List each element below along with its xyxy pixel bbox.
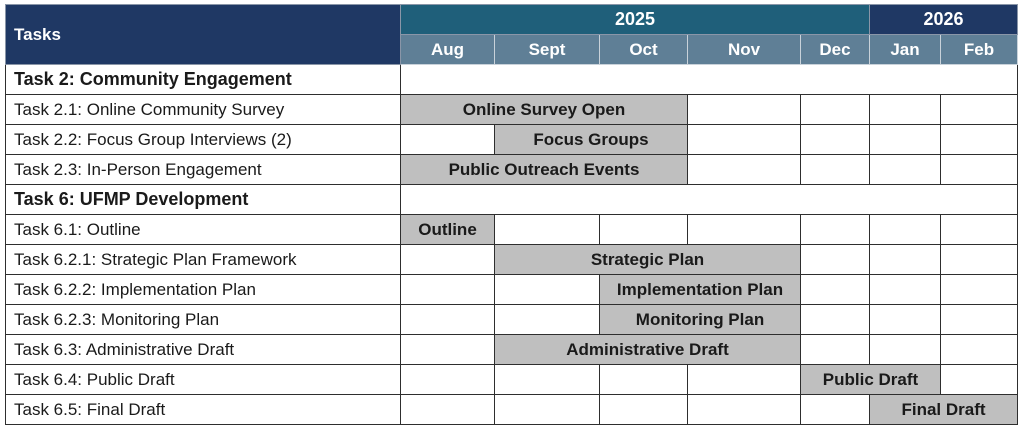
empty-cell [941, 365, 1018, 395]
empty-cell [941, 245, 1018, 275]
gantt-bar: Strategic Plan [495, 245, 801, 275]
empty-cell [941, 305, 1018, 335]
gantt-bar: Final Draft [870, 395, 1018, 425]
empty-cell [941, 215, 1018, 245]
task-label: Task 6.5: Final Draft [6, 395, 401, 425]
task-row [6, 335, 1018, 365]
empty-cell [870, 275, 941, 305]
empty-cell [941, 95, 1018, 125]
empty-cell [600, 365, 688, 395]
header-row-years [6, 5, 1018, 35]
task-label: Task 6.4: Public Draft [6, 365, 401, 395]
empty-cell [401, 395, 495, 425]
empty-cell [688, 125, 801, 155]
empty-cell [688, 155, 801, 185]
task-row [6, 395, 1018, 425]
gantt-bar: Administrative Draft [495, 335, 801, 365]
task-row [6, 305, 1018, 335]
empty-cell [495, 395, 600, 425]
empty-cell [495, 275, 600, 305]
empty-cell [600, 215, 688, 245]
empty-cell [688, 395, 801, 425]
empty-cell [801, 155, 870, 185]
empty-cell [401, 125, 495, 155]
gantt-bar: Focus Groups [495, 125, 688, 155]
task-row [6, 155, 1018, 185]
task-row [6, 125, 1018, 155]
empty-cell [870, 215, 941, 245]
empty-cell [801, 305, 870, 335]
empty-cell [870, 245, 941, 275]
empty-cell [870, 305, 941, 335]
empty-cell [801, 215, 870, 245]
empty-cell [600, 395, 688, 425]
gantt-bar: Online Survey Open [401, 95, 688, 125]
empty-cell [870, 95, 941, 125]
empty-cell [495, 305, 600, 335]
empty-cell [801, 395, 870, 425]
task-label: Task 2.3: In-Person Engagement [6, 155, 401, 185]
month-header: Feb [941, 35, 1018, 65]
empty-cell [401, 365, 495, 395]
month-header: Aug [401, 35, 495, 65]
task-row [6, 365, 1018, 395]
gantt-bar: Monitoring Plan [600, 305, 801, 335]
empty-cell [801, 125, 870, 155]
task-label: Task 6.2.2: Implementation Plan [6, 275, 401, 305]
empty-cell [941, 155, 1018, 185]
empty-cell [401, 335, 495, 365]
year-header-2026: 2026 [870, 5, 1018, 35]
empty-cell [870, 335, 941, 365]
empty-cell [870, 125, 941, 155]
gantt-bar: Public Draft [801, 365, 941, 395]
task-row [6, 215, 1018, 245]
task-label: Task 2.1: Online Community Survey [6, 95, 401, 125]
task-label: Task 6.3: Administrative Draft [6, 335, 401, 365]
task-row [6, 95, 1018, 125]
month-header: Dec [801, 35, 870, 65]
empty-cell [801, 245, 870, 275]
empty-cell [401, 245, 495, 275]
gantt-bar: Implementation Plan [600, 275, 801, 305]
gantt-table [5, 4, 1018, 425]
empty-cell [801, 275, 870, 305]
task-label: Task 6.2.1: Strategic Plan Framework [6, 245, 401, 275]
month-header: Oct [600, 35, 688, 65]
gantt-body [6, 65, 1018, 425]
empty-cell [401, 305, 495, 335]
month-header: Nov [688, 35, 801, 65]
task-row [6, 245, 1018, 275]
empty-cell [401, 275, 495, 305]
group-label: Task 2: Community Engagement [6, 65, 401, 95]
task-label: Task 6.2.3: Monitoring Plan [6, 305, 401, 335]
group-row [6, 65, 1018, 95]
empty-cell [801, 95, 870, 125]
task-label: Task 2.2: Focus Group Interviews (2) [6, 125, 401, 155]
group-spacer [401, 65, 1018, 95]
empty-cell [941, 275, 1018, 305]
gantt-bar: Outline [401, 215, 495, 245]
empty-cell [495, 215, 600, 245]
task-row [6, 275, 1018, 305]
gantt-bar: Public Outreach Events [401, 155, 688, 185]
empty-cell [941, 335, 1018, 365]
empty-cell [688, 365, 801, 395]
empty-cell [941, 125, 1018, 155]
empty-cell [870, 155, 941, 185]
task-label: Task 6.1: Outline [6, 215, 401, 245]
empty-cell [495, 365, 600, 395]
empty-cell [801, 335, 870, 365]
month-header: Sept [495, 35, 600, 65]
year-header-2025: 2025 [401, 5, 870, 35]
group-row [6, 185, 1018, 215]
empty-cell [688, 95, 801, 125]
month-header: Jan [870, 35, 941, 65]
tasks-header: Tasks [6, 5, 401, 65]
empty-cell [688, 215, 801, 245]
group-spacer [401, 185, 1018, 215]
group-label: Task 6: UFMP Development [6, 185, 401, 215]
